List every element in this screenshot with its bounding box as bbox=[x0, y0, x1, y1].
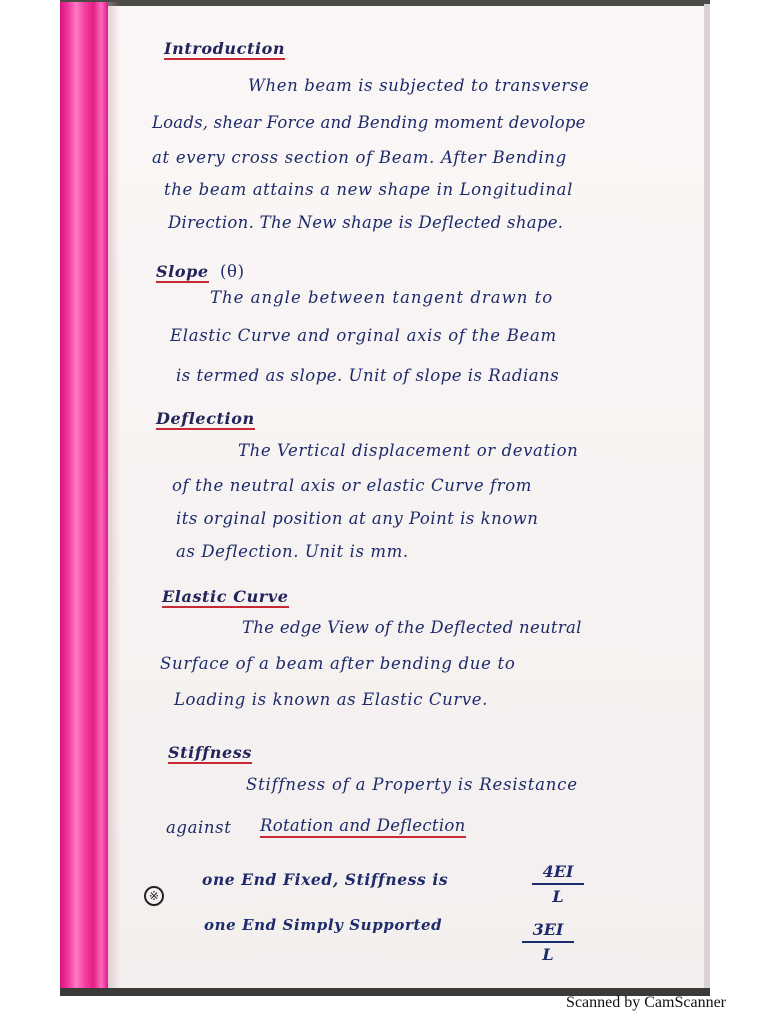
stiffness-line-2: against bbox=[166, 818, 232, 837]
elastic-curve-line-3: Loading is known as Elastic Curve. bbox=[174, 690, 488, 709]
deflection-line-3: its orginal position at any Point is known bbox=[176, 509, 539, 528]
slope-line-2: Elastic Curve and orginal axis of the Beam bbox=[170, 326, 557, 345]
heading-deflection: Deflection bbox=[156, 409, 255, 428]
elastic-curve-line-2: Surface of a beam after bending due to bbox=[160, 654, 516, 673]
case-simply-supported-denominator: L bbox=[542, 945, 554, 964]
case-fixed-denominator: L bbox=[552, 887, 564, 906]
heading-introduction: Introduction bbox=[164, 39, 286, 58]
intro-line-4: the beam attains a new shape in Longitudinal bbox=[164, 180, 573, 199]
intro-line-1: When beam is subjected to transverse bbox=[248, 76, 590, 95]
deflection-line-1: The Vertical displacement or devation bbox=[238, 441, 579, 460]
stiffness-underlined-phrase: Rotation and Deflection bbox=[260, 816, 466, 838]
page-edge-shadow bbox=[704, 4, 710, 990]
deflection-line-4: as Deflection. Unit is mm. bbox=[176, 542, 409, 561]
case-simply-supported-fraction bbox=[522, 920, 574, 964]
notebook-spine bbox=[60, 2, 108, 992]
slope-theta-symbol: (θ) bbox=[220, 262, 245, 281]
case-simply-supported-numerator: 3EI bbox=[522, 920, 574, 943]
heading-slope: Slope bbox=[156, 262, 209, 281]
page-margin-left bbox=[0, 0, 62, 996]
scanner-watermark: Scanned by CamScanner bbox=[566, 994, 726, 1011]
slope-line-3: is termed as slope. Unit of slope is Radians bbox=[176, 366, 560, 385]
heading-stiffness: Stiffness bbox=[168, 743, 253, 762]
case-fixed-label: one End Fixed, Stiffness is bbox=[202, 870, 449, 889]
stiffness-line-1: Stiffness of a Property is Resistance bbox=[246, 775, 578, 794]
intro-line-2: Loads, shear Force and Bending moment devolope bbox=[152, 113, 586, 132]
case-simply-supported-label: one End Simply Supported bbox=[204, 916, 443, 934]
case-fixed-numerator: 4EI bbox=[532, 862, 584, 885]
heading-elastic-curve: Elastic Curve bbox=[162, 587, 289, 606]
elastic-curve-line-1: The edge View of the Deflected neutral bbox=[242, 618, 582, 637]
case-fixed-fraction bbox=[532, 862, 584, 906]
asterisk-bullet-icon: ※ bbox=[144, 886, 164, 906]
intro-line-3: at every cross section of Beam. After Bending bbox=[152, 148, 567, 167]
intro-line-5: Direction. The New shape is Deflected shape. bbox=[168, 213, 564, 232]
deflection-line-2: of the neutral axis or elastic Curve from bbox=[172, 476, 533, 495]
slope-line-1: The angle between tangent drawn to bbox=[210, 288, 554, 307]
